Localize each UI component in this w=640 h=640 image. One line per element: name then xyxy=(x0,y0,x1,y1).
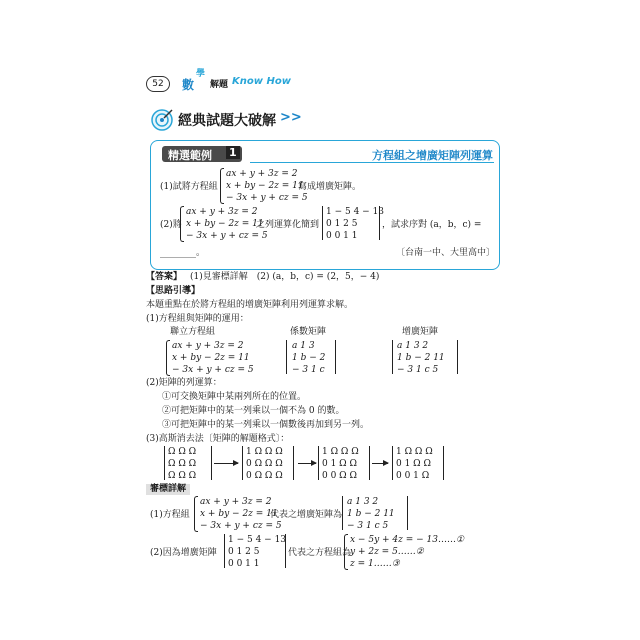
detail-p2-matrix-row-1: 1 − 5 4 − 13 xyxy=(228,535,287,545)
row-op-1: ①可交換矩陣中某兩列所在的位置。 xyxy=(162,392,307,402)
detail-p2-eq-1: x − 5y + 4z = − 13……① xyxy=(350,535,465,545)
gauss-4-row-2: 0 1 Ω Ω xyxy=(396,459,431,469)
target-icon xyxy=(150,108,174,132)
detail-p2-prefix: (2)因為增廣矩陣 xyxy=(150,548,217,558)
detail-p1-eq-1: ax + y + 3z = 2 xyxy=(200,497,272,507)
gauss-1-row-2: Ω Ω Ω xyxy=(168,459,197,469)
gauss-1-row-3: Ω Ω Ω xyxy=(168,471,197,481)
header-title-cn: 解題 xyxy=(210,80,229,90)
header-title-en: Know How xyxy=(232,76,291,87)
row-op-2: ②可把矩陣中的某一列乘以一個不為 0 的數。 xyxy=(162,406,345,416)
col-head-system: 聯立方程組 xyxy=(170,327,216,337)
detail-p1-eq-3: − 3x + y + cz = 5 xyxy=(200,521,282,531)
gauss-4-row-3: 0 0 1 Ω xyxy=(396,471,430,481)
q2-eq-3: − 3x + y + cz = 5 xyxy=(186,231,268,241)
section-title: 經典試題大破解 xyxy=(178,113,276,129)
coef-row-2: 1 b − 2 xyxy=(292,353,326,363)
q2-matrix-row-1: 1 − 5 4 − 13 xyxy=(326,207,385,217)
section-title-arrows: >> xyxy=(280,110,302,125)
gauss-arrow-1 xyxy=(214,463,238,464)
gauss-arrow-2 xyxy=(298,463,316,464)
sys-eq-2: x + by − 2z = 11 xyxy=(172,353,250,363)
detail-p2-matrix-row-2: 0 1 2 5 xyxy=(228,547,260,557)
gauss-4-row-1: 1 Ω Ω Ω xyxy=(396,447,433,457)
q1-eq-1: ax + y + 3z = 2 xyxy=(226,169,298,179)
gauss-3-row-1: 1 Ω Ω Ω xyxy=(322,447,359,457)
q1-eq-2: x + by − 2z = 11 xyxy=(226,181,304,191)
q2-matrix-row-3: 0 0 1 1 xyxy=(326,231,358,241)
example-badge-label: 精選範例 xyxy=(168,149,212,162)
example-badge-number: 1 xyxy=(226,146,240,159)
thinking-intro: 本題重點在於將方程組的增廣矩陣利用列運算求解。 xyxy=(146,300,354,310)
header-logo xyxy=(170,66,212,96)
detail-p2-mid: 代表之方程組為 xyxy=(288,548,352,558)
gauss-2-row-1: 1 Ω Ω Ω xyxy=(246,447,283,457)
example-source: 〔台南一中、大里高中〕 xyxy=(396,248,496,258)
gauss-arrow-3 xyxy=(372,463,388,464)
q2-eq-1: ax + y + 3z = 2 xyxy=(186,207,258,217)
q2-mid: 之列運算化簡到 xyxy=(256,220,320,230)
aug-row-3: − 3 1 c 5 xyxy=(397,365,439,375)
coef-row-3: − 3 1 c xyxy=(292,365,325,375)
q2-matrix-row-2: 0 1 2 5 xyxy=(326,219,358,229)
q1-prefix: (1)試將方程組 xyxy=(160,182,218,192)
detail-p2-matrix-row-3: 0 0 1 1 xyxy=(228,559,260,569)
detail-p2-brace xyxy=(344,534,348,570)
q2-brace xyxy=(180,206,184,242)
header-logo-small: 學 xyxy=(196,69,206,79)
sys-brace xyxy=(166,340,170,376)
q1-eq-3: − 3x + y + cz = 5 xyxy=(226,193,308,203)
detail-p1-mid: 代表之增廣矩陣為 xyxy=(270,510,343,520)
thinking-item-3: (3)高斯消去法〔矩陣的解題格式〕： xyxy=(146,434,290,444)
row-op-3: ③可把矩陣中的某一列乘以一個數後再加到另一列。 xyxy=(162,420,370,430)
detail-p1-prefix: (1)方程組 xyxy=(150,510,190,520)
page-number-badge: 52 xyxy=(146,76,170,92)
gauss-2-row-2: 0 Ω Ω Ω xyxy=(246,459,283,469)
q2-blank[interactable]: ________。 xyxy=(160,248,206,258)
detail-p1-matrix-row-3: − 3 1 c 5 xyxy=(347,521,389,531)
q2-prefix: (2)將 xyxy=(160,220,182,230)
sys-eq-3: − 3x + y + cz = 5 xyxy=(172,365,254,375)
detail-p1-brace xyxy=(194,496,198,532)
coef-row-1: a 1 3 xyxy=(292,341,315,351)
answer-label: 【答案】 xyxy=(146,272,183,282)
detail-p1-matrix-row-2: 1 b − 2 11 xyxy=(347,509,395,519)
header-logo-big: 數 xyxy=(182,78,195,92)
detail-p1-matrix-row-1: a 1 3 2 xyxy=(347,497,379,507)
detail-p2-eq-3: z = 1……③ xyxy=(350,559,400,569)
thinking-item-1: (1)方程組與矩陣的運用： xyxy=(146,314,249,324)
detail-p1-eq-2: x + by − 2z = 11 xyxy=(200,509,278,519)
q1-brace xyxy=(220,168,224,204)
gauss-2-row-3: 0 Ω Ω Ω xyxy=(246,471,283,481)
q2-eq-2: x + by − 2z = 11 xyxy=(186,219,264,229)
sys-eq-1: ax + y + 3z = 2 xyxy=(172,341,244,351)
aug-row-1: a 1 3 2 xyxy=(397,341,429,351)
gauss-3-row-3: 0 0 Ω Ω xyxy=(322,471,357,481)
thinking-item-2: (2)矩陣的列運算： xyxy=(146,378,222,388)
gauss-1-row-1: Ω Ω Ω xyxy=(168,447,197,457)
col-head-coef: 係數矩陣 xyxy=(290,327,327,337)
q2-suffix: ，試求序對 (a，b，c) = xyxy=(382,220,482,230)
example-topic: 方程組之增廣矩陣列運算 xyxy=(372,149,493,162)
answer-text: (1)見審標詳解 (2) (a，b，c) = (2，5，− 4) xyxy=(190,272,380,282)
detail-p2-eq-2: y + 2z = 5……② xyxy=(350,547,424,557)
detail-label: 審標詳解 xyxy=(146,484,190,495)
col-head-aug: 增廣矩陣 xyxy=(402,327,439,337)
thinking-label: 【思路引導】 xyxy=(146,286,201,296)
q1-suffix: 寫成增廣矩陣。 xyxy=(298,182,362,192)
aug-row-2: 1 b − 2 11 xyxy=(397,353,445,363)
example-topic-rule xyxy=(250,162,494,163)
gauss-3-row-2: 0 1 Ω Ω xyxy=(322,459,357,469)
